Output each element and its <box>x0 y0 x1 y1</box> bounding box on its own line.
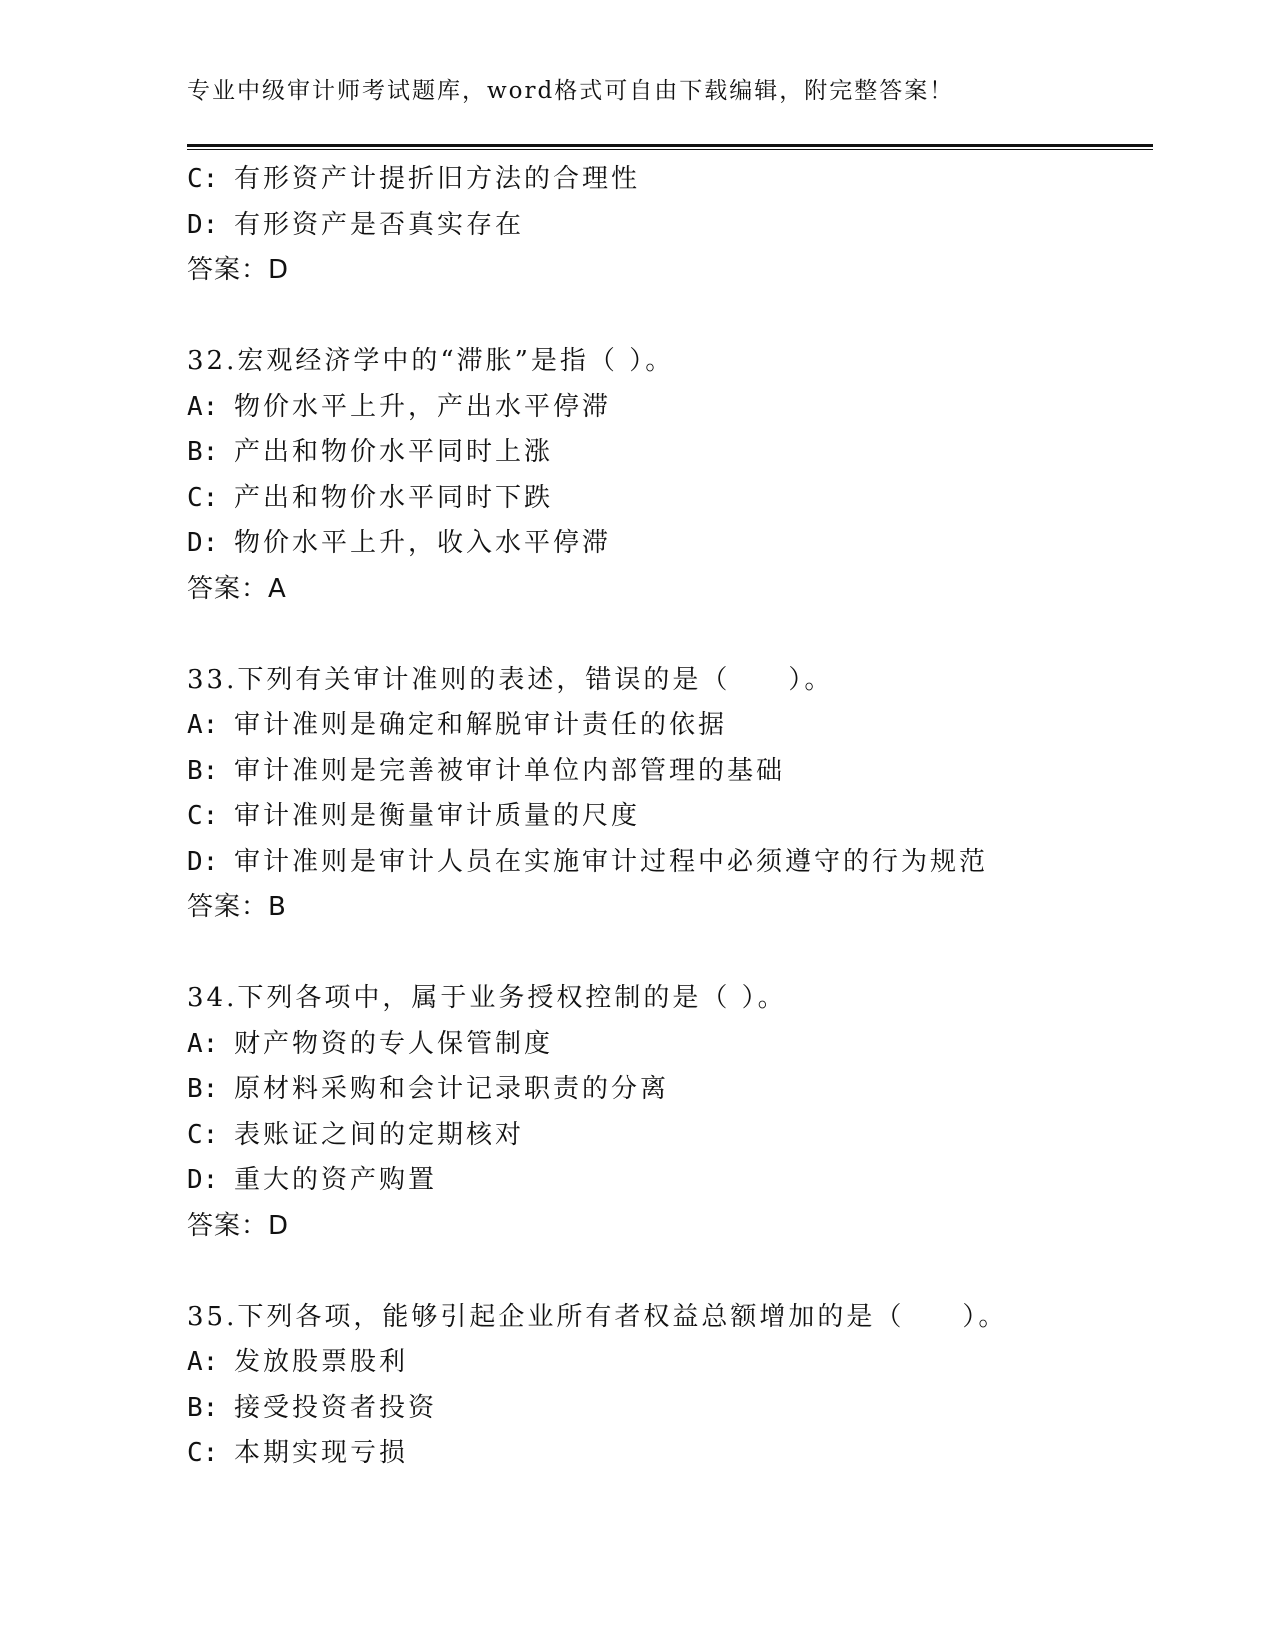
option-letter: B: <box>187 1392 234 1423</box>
option-letter: D: <box>187 1165 234 1195</box>
option-a <box>187 385 1153 431</box>
option-d <box>187 1158 1153 1204</box>
option-letter: D: <box>187 846 234 877</box>
question-31-tail <box>187 157 1153 294</box>
option-letter: A: <box>187 1347 234 1377</box>
option-text: 产出和物价水平同时下跌 <box>233 482 553 513</box>
option-letter: C: <box>187 482 234 513</box>
option-text: 物价水平上升，收入水平停滞 <box>233 528 611 558</box>
option-c <box>187 1113 1153 1159</box>
option-b <box>187 1067 1153 1113</box>
option-text: 发放股票股利 <box>233 1347 408 1377</box>
option-letter: D: <box>187 528 234 558</box>
option-letter: B: <box>187 437 234 467</box>
answer: 答案：D <box>187 255 290 285</box>
option-letter: C: <box>187 1119 234 1150</box>
option-text: 物价水平上升，产出水平停滞 <box>233 391 611 422</box>
page-header: 专业中级审计师考试题库，word格式可自由下载编辑，附完整答案！ <box>187 78 955 104</box>
option-a <box>187 1022 1153 1068</box>
answer: 答案：B <box>187 892 287 922</box>
option-letter: D: <box>187 209 234 240</box>
option-letter: C: <box>187 1438 234 1468</box>
question-stem: 32.宏观经济学中的“滞胀”是指（ ）。 <box>187 346 675 376</box>
option-letter: A: <box>187 1028 234 1059</box>
question-stem: 35.下列各项，能够引起企业所有者权益总额增加的是（ ）。 <box>187 1301 1008 1332</box>
option-text: 重大的资产购置 <box>233 1165 437 1195</box>
question-32 <box>187 339 1153 612</box>
option-text: 审计准则是衡量审计质量的尺度 <box>233 801 640 831</box>
option-a <box>187 703 1153 749</box>
option-letter: A: <box>187 391 234 422</box>
option-letter: A: <box>187 710 234 740</box>
option-b <box>187 1386 1153 1432</box>
header-divider <box>187 144 1153 150</box>
option-text: 审计准则是审计人员在实施审计过程中必须遵守的行为规范 <box>233 846 988 877</box>
option-text: 本期实现亏损 <box>233 1438 408 1468</box>
option-c <box>187 1431 1153 1477</box>
question-35 <box>187 1295 1153 1477</box>
option-text: 有形资产计提折旧方法的合理性 <box>233 164 640 194</box>
option-a <box>187 1340 1153 1386</box>
option-d <box>187 840 1153 886</box>
option-text: 审计准则是完善被审计单位内部管理的基础 <box>233 755 785 786</box>
question-34 <box>187 976 1153 1249</box>
option-text: 表账证之间的定期核对 <box>233 1119 524 1150</box>
option-c <box>187 476 1153 522</box>
option-b <box>187 430 1153 476</box>
option-text: 审计准则是确定和解脱审计责任的依据 <box>233 710 727 740</box>
answer: 答案：D <box>187 1210 290 1241</box>
document-body <box>187 157 1153 1477</box>
option-letter: B: <box>187 755 234 786</box>
option-text: 财产物资的专人保管制度 <box>233 1028 553 1059</box>
option-text: 原材料采购和会计记录职责的分离 <box>233 1074 669 1104</box>
option-d <box>187 521 1153 567</box>
option-letter: B: <box>187 1074 234 1104</box>
question-33 <box>187 658 1153 931</box>
option-letter: C: <box>187 164 234 194</box>
answer: 答案：A <box>187 573 287 604</box>
option-b <box>187 749 1153 795</box>
option-text: 有形资产是否真实存在 <box>233 209 524 240</box>
option-text: 产出和物价水平同时上涨 <box>233 437 553 467</box>
option-c <box>187 157 1153 203</box>
option-c <box>187 794 1153 840</box>
option-d <box>187 203 1153 249</box>
option-letter: C: <box>187 801 234 831</box>
question-stem: 34.下列各项中，属于业务授权控制的是（ ）。 <box>187 983 787 1013</box>
option-text: 接受投资者投资 <box>233 1392 437 1423</box>
question-stem: 33.下列有关审计准则的表述，错误的是（ ）。 <box>187 664 834 695</box>
